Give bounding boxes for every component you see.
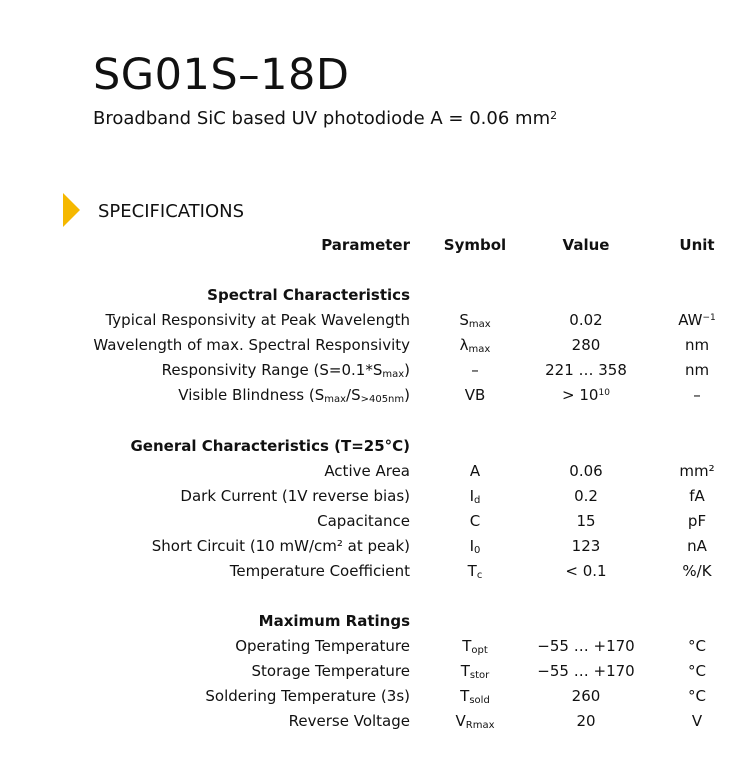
value-cell [537,637,634,655]
table-row [0,662,750,687]
unit-text: °C [688,662,706,680]
symbol-subscript: c [476,570,483,581]
parameter-text: Wavelength of max. Spectral Responsivity [93,336,410,354]
parameter-subscript: >405nm [360,394,405,405]
table-row [0,487,750,512]
value-text: 221 … 358 [545,361,627,379]
parameter-cell [152,537,410,555]
header-parameter: Parameter [321,236,410,254]
parameter-text: Short Circuit (10 mW/cm² at peak) [151,537,410,555]
symbol-cell [465,386,486,404]
symbol-cell [460,336,491,355]
symbol-cell [461,662,490,681]
value-text: 0.02 [569,311,603,329]
symbol-text: – [471,361,479,379]
value-text: 0.2 [574,487,598,505]
value-cell [574,487,598,505]
unit-cell [688,637,706,655]
group-name: General Characteristics (T=25°C) [130,437,410,455]
value-text: 0.06 [569,462,603,480]
symbol-subscript: opt [471,645,488,656]
table-row [0,712,750,737]
unit-text: pF [687,512,707,530]
unit-superscript: −1 [702,313,716,323]
value-cell [569,462,602,480]
table-row [0,537,750,562]
value-text: 20 [576,712,596,730]
parameter-text: Active Area [324,462,410,480]
parameter-text: Operating Temperature [235,637,410,655]
symbol-cell [460,687,490,706]
header-value: Value [562,236,610,254]
subtitle-text: Broadband SiC based UV photodiode A = 0.06 mm [93,108,551,129]
unit-cell [693,386,701,404]
parameter-cell [180,487,410,505]
group-name: Maximum Ratings [258,612,410,630]
value-cell [569,311,602,329]
parameter-text: Soldering Temperature (3s) [205,687,410,705]
parameter-subscript: max [324,394,347,405]
unit-cell [689,487,705,505]
table-row [0,336,750,361]
symbol-cell [462,637,488,656]
unit-text: nm [684,361,710,379]
symbol-subscript: sold [469,695,490,706]
unit-text: %/K [682,562,712,580]
value-superscript: 10 [598,388,610,398]
parameter-text: Reverse Voltage [288,712,410,730]
value-cell [537,662,634,680]
value-cell [576,712,595,730]
parameter-cell [162,361,410,380]
group-name: Spectral Characteristics [207,286,410,304]
table-row [0,687,750,712]
unit-text: fA [689,487,705,505]
unit-cell [688,687,706,705]
parameter-cell [178,386,410,405]
unit-cell [685,336,709,354]
symbol-text: T [460,687,470,705]
symbol-subscript: d [474,495,481,506]
parameter-cell [105,311,410,329]
unit-cell [678,311,716,329]
value-text: 280 [571,336,601,354]
unit-text: °C [688,637,706,655]
unit-cell [685,361,709,379]
parameter-text: Storage Temperature [251,662,410,680]
parameter-subscript: max [382,369,405,380]
value-text: 260 [571,687,601,705]
parameter-cell [93,336,410,354]
unit-text: mm² [679,462,715,480]
header-unit: Unit [679,236,715,254]
table-row [0,361,750,386]
symbol-text: C [469,512,481,530]
parameter-text: /S [346,386,361,404]
table-row [0,637,750,662]
parameter-cell [317,512,410,530]
parameter-text: Capacitance [317,512,410,530]
symbol-text: A [469,462,481,480]
symbol-cell [470,537,481,556]
table-header-row [0,236,750,261]
value-text: > 10 [562,386,599,404]
unit-cell [682,562,711,580]
value-text: 15 [576,512,596,530]
value-cell [572,537,601,555]
unit-cell [679,462,714,480]
header-symbol: Symbol [443,236,507,254]
subtitle [93,108,557,129]
parameter-text: ) [404,386,410,404]
symbol-cell [468,562,483,581]
symbol-text: T [460,662,470,680]
parameter-text: Visible Blindness (S [178,386,325,404]
section-marker-icon [63,193,80,227]
subtitle-superscript: 2 [550,109,558,122]
parameter-cell [289,712,410,730]
symbol-text: S [459,311,469,329]
table-row [0,386,750,411]
parameter-text: Dark Current (1V reverse bias) [180,487,410,505]
symbol-text: T [462,637,472,655]
symbol-subscript: stor [469,670,490,681]
parameter-text: Typical Responsivity at Peak Wavelength [105,311,410,329]
parameter-cell [235,637,410,655]
unit-text: °C [688,687,706,705]
symbol-cell [471,361,479,379]
parameter-text: Responsivity Range (S=0.1*S [161,361,383,379]
group-header-row [0,437,750,462]
symbol-cell [455,712,494,731]
value-text: −55 … +170 [537,637,635,655]
page-title: SG01S–18D [93,50,350,100]
group-header-row [0,612,750,637]
symbol-text: T [467,562,477,580]
symbol-text: I [469,537,475,555]
symbol-subscript: 0 [474,545,481,556]
value-text: 123 [571,537,601,555]
symbol-cell [470,512,480,530]
symbol-text: I [469,487,475,505]
value-text: < 0.1 [565,562,607,580]
section-heading: SPECIFICATIONS [98,201,245,222]
unit-text: – [693,386,701,404]
table-row [0,462,750,487]
symbol-cell [470,462,480,480]
table-row [0,562,750,587]
unit-text: nA [687,537,707,555]
unit-cell [688,512,706,530]
symbol-cell [470,487,481,506]
symbol-subscript: max [468,319,491,330]
group-header-row [0,286,750,311]
value-cell [565,562,606,580]
symbol-cell [459,311,490,330]
table-row [0,512,750,537]
parameter-cell [230,562,410,580]
symbol-subscript: max [468,344,491,355]
unit-cell [687,537,707,555]
symbol-text: λ [459,336,469,354]
unit-text: nm [684,336,710,354]
parameter-cell [324,462,410,480]
parameter-cell [205,687,410,705]
parameter-text: Temperature Coefficient [229,562,410,580]
value-cell [576,512,595,530]
value-cell [572,336,601,354]
symbol-text: VB [464,386,486,404]
symbol-text: V [455,712,466,730]
value-text: −55 … +170 [537,662,635,680]
unit-cell [688,662,706,680]
value-cell [562,386,610,404]
value-cell [572,687,601,705]
unit-cell [692,712,702,730]
unit-text: AW [678,311,703,329]
parameter-cell [252,662,410,680]
unit-text: V [691,712,703,730]
table-row [0,311,750,336]
symbol-subscript: Rmax [465,720,495,731]
parameter-text: ) [404,361,410,379]
value-cell [545,361,627,379]
